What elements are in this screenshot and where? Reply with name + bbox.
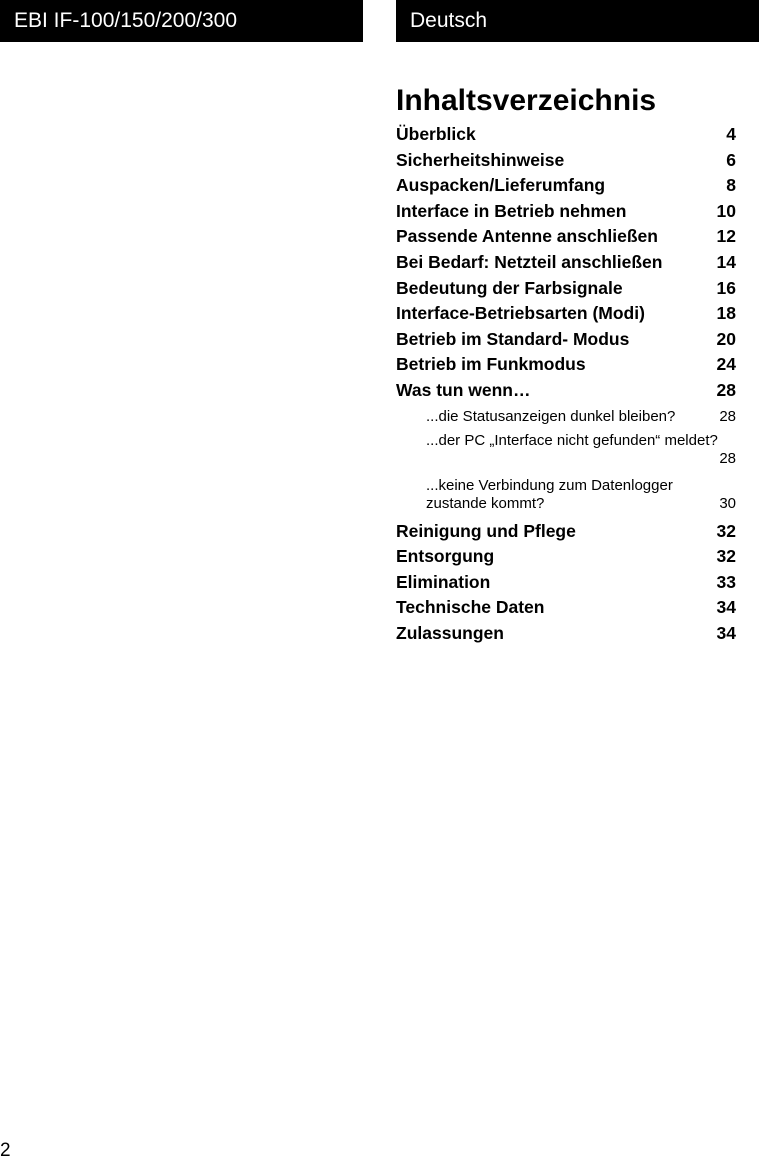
toc-entry [396, 301, 736, 327]
toc-subentry-page: 28 [719, 449, 736, 467]
toc-entry-label: Interface in Betrieb nehmen [396, 200, 627, 221]
toc-entry [396, 519, 736, 545]
toc-entry [396, 327, 736, 353]
toc-entry-page: 10 [716, 200, 736, 221]
toc-entry [396, 570, 736, 596]
toc-entry [396, 199, 736, 225]
toc-entry-label: Bei Bedarf: Netzteil anschließen [396, 251, 663, 272]
toc-entry [396, 148, 736, 174]
toc-entry-label: Überblick [396, 124, 476, 144]
toc-entry-label: Sicherheitshinweise [396, 149, 565, 170]
page-number: 2 [0, 1140, 11, 1161]
toc-subentry [396, 472, 736, 519]
toc-entry-label: Technische Daten [396, 597, 545, 618]
toc-entry-label: Entsorgung [396, 546, 495, 567]
toc-entry-page: 28 [716, 379, 736, 400]
toc-entry-label: Was tun wenn… [396, 379, 531, 400]
header-bar-right [396, 0, 759, 42]
toc-entry-page: 6 [726, 149, 736, 170]
toc-entry [396, 276, 736, 302]
toc-entry-page: 24 [716, 354, 736, 375]
toc-entry-label: Elimination [396, 571, 491, 592]
toc-entry-page: 16 [716, 277, 736, 298]
toc-entry-label: Betrieb im Funkmodus [396, 354, 586, 375]
toc-entry [396, 122, 736, 148]
toc-entry-page: 20 [716, 328, 736, 349]
toc-entry-label: Zulassungen [396, 622, 504, 643]
toc-entry [396, 352, 736, 378]
toc-title: Inhaltsverzeichnis [396, 84, 657, 117]
toc-entry-page: 4 [726, 124, 736, 144]
toc-entry-label: Betrieb im Standard- Modus [396, 328, 630, 349]
toc-entry-page: 14 [716, 251, 736, 272]
toc-entry-label: Interface-Betriebsarten (Modi) [396, 303, 645, 324]
toc-entry [396, 378, 736, 404]
toc-entry-page: 33 [716, 571, 736, 592]
toc-entry-label: Passende Antenne anschließen [396, 226, 658, 247]
toc-entry [396, 621, 736, 647]
table-of-contents [396, 80, 736, 647]
toc-entry [396, 250, 736, 276]
header-bar-left [0, 0, 363, 42]
toc-entry-page: 18 [716, 303, 736, 324]
toc-entry-label: Auspacken/Lieferumfang [396, 175, 606, 196]
toc-entry [396, 224, 736, 250]
toc-subentry [396, 429, 736, 472]
toc-subentry-label: ...der PC „Interface nicht gefunden“ meldet? [426, 431, 718, 449]
toc-entry-label: Bedeutung der Farbsignale [396, 277, 623, 298]
product-title: EBI IF-100/150/200/300 [14, 9, 237, 32]
toc-subentry-label: ...keine Verbindung zum Datenlogger zustande kommt? [426, 476, 673, 512]
toc-entry [396, 595, 736, 621]
language-title: Deutsch [410, 9, 488, 32]
toc-entry [396, 173, 736, 199]
toc-entry-label: Reinigung und Pflege [396, 520, 576, 541]
toc-entry-page: 32 [716, 546, 736, 567]
toc-subentry-page: 28 [719, 407, 736, 425]
toc-entry-page: 8 [726, 175, 736, 196]
toc-subentry-label: ...die Statusanzeigen dunkel bleiben? [426, 407, 676, 425]
toc-entry [396, 544, 736, 570]
toc-subentry [396, 404, 736, 429]
toc-entry-page: 34 [716, 622, 736, 643]
toc-entry-page: 32 [716, 520, 736, 541]
toc-subentry-page: 30 [719, 494, 736, 512]
toc-entry-page: 34 [716, 597, 736, 618]
toc-entry-page: 12 [716, 226, 736, 247]
